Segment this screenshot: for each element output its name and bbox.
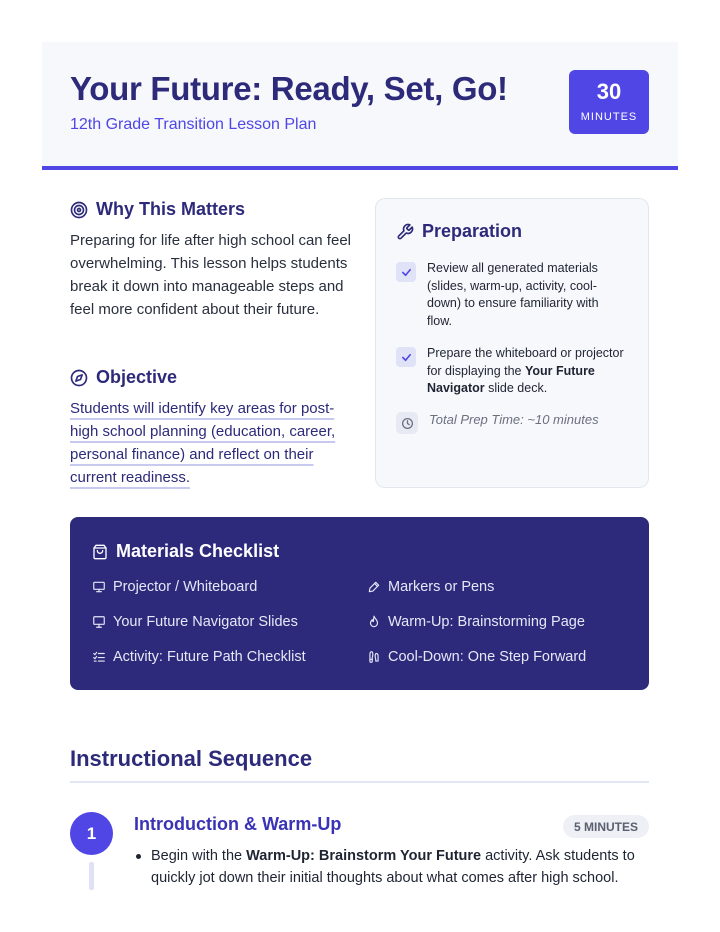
material-item: Markers or Pens bbox=[367, 579, 494, 595]
prep-item-text: Review all generated materials (slides, warm-up, activity, cool-down) to ensure familiarity with flow. bbox=[427, 261, 599, 328]
footprints-icon bbox=[367, 650, 381, 664]
prep-item-review bbox=[396, 260, 626, 330]
prep-time-text: Total Prep Time: ~10 minutes bbox=[429, 412, 599, 427]
why-heading bbox=[70, 199, 245, 220]
duration-value: 30 bbox=[596, 79, 622, 104]
target-icon bbox=[70, 201, 88, 219]
materials-checklist bbox=[70, 517, 649, 690]
step-title: Introduction & Warm-Up bbox=[134, 814, 342, 834]
material-item: Cool-Down: One Step Forward bbox=[367, 649, 586, 665]
prep-item-whiteboard bbox=[396, 345, 626, 398]
why-text: Preparing for life after high school can feel overwhelming. This lesson helps students break it down into manageable steps and feel more confident about their future. bbox=[70, 232, 351, 318]
material-item: Projector / Whiteboard bbox=[92, 579, 257, 595]
materials-heading bbox=[92, 541, 279, 562]
objective-text: Students will identify key areas for post-high school planning (education, career, personal finance) and reflect on their current readiness. bbox=[70, 400, 336, 486]
page-subtitle: 12th Grade Transition Lesson Plan bbox=[70, 116, 317, 133]
check-icon bbox=[396, 262, 416, 282]
preparation-heading-label: Preparation bbox=[422, 221, 523, 241]
list-checks-icon bbox=[92, 650, 106, 664]
pen-icon bbox=[367, 580, 381, 594]
sequence-heading: Instructional Sequence bbox=[70, 746, 313, 771]
clock-icon bbox=[396, 412, 418, 434]
objective-heading bbox=[70, 367, 177, 388]
lesson-header bbox=[42, 42, 678, 170]
step-bullet: Begin with the Warm-Up: Brainstorm Your Future activity. Ask students to quickly jot down their initial thoughts about what comes after high school. bbox=[151, 845, 656, 889]
prep-time-row bbox=[396, 411, 626, 434]
page-title: Your Future: Ready, Set, Go! bbox=[70, 70, 508, 107]
monitor-icon bbox=[92, 580, 106, 594]
materials-heading-label: Materials Checklist bbox=[116, 541, 280, 561]
shopping-bag-icon bbox=[92, 544, 108, 560]
material-item: Activity: Future Path Checklist bbox=[92, 649, 306, 665]
flame-icon bbox=[367, 615, 381, 629]
duration-unit: MINUTES bbox=[580, 111, 638, 123]
compass-icon bbox=[70, 369, 88, 387]
step-duration-badge: 5 MINUTES bbox=[563, 815, 649, 838]
duration-badge bbox=[569, 70, 649, 134]
objective-heading-label: Objective bbox=[96, 367, 178, 387]
wrench-icon bbox=[396, 223, 414, 241]
step-connector bbox=[89, 862, 94, 890]
material-item: Warm-Up: Brainstorming Page bbox=[367, 614, 585, 630]
material-item: Your Future Navigator Slides bbox=[92, 614, 298, 630]
why-heading-label: Why This Matters bbox=[96, 199, 246, 219]
preparation-heading bbox=[396, 221, 522, 242]
check-icon bbox=[396, 347, 416, 367]
prep-item-text: Prepare the whiteboard or projector for displaying the Your Future Navigator slide deck. bbox=[427, 346, 624, 395]
step-number-badge: 1 bbox=[70, 812, 113, 855]
presentation-icon bbox=[92, 615, 106, 629]
preparation-card bbox=[375, 198, 649, 488]
sequence-divider bbox=[70, 781, 649, 783]
